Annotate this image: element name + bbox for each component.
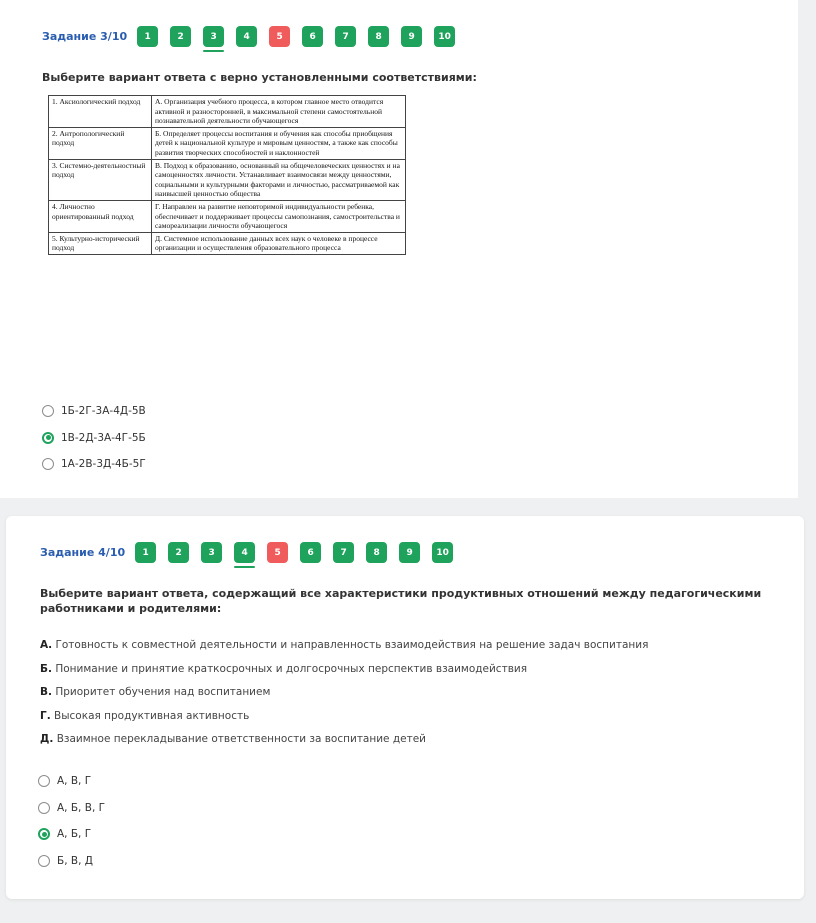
question-number-button-5[interactable]: 5 — [267, 542, 288, 563]
statement-letter: В. — [40, 686, 52, 698]
statement-text: Готовность к совместной деятельности и направленность взаимодействия на решение задач воспитания — [55, 639, 649, 651]
answer-option-label: А, В, Г — [57, 775, 92, 788]
answer-option-label: 1Б-2Г-3А-4Д-5В — [61, 405, 146, 418]
question-number-button-9[interactable]: 9 — [401, 26, 422, 47]
question-navigation — [40, 542, 465, 563]
statement-letter: Г. — [40, 709, 51, 722]
statement-item — [40, 709, 780, 733]
table-row — [49, 127, 406, 159]
statement-text: Понимание и принятие краткосрочных и долгосрочных перспектив взаимодействия — [55, 662, 528, 675]
table-row — [49, 232, 406, 254]
radio-unchecked-icon[interactable] — [42, 458, 54, 470]
table-row — [49, 96, 406, 128]
description-cell: Б. Определяет процессы воспитания и обучения как способы приобщения детей к национальной культуре и мировым ценностям, а также как способы развития творческих способностей и наклонностей — [152, 127, 406, 159]
question-number-button-4[interactable]: 4 — [236, 26, 257, 47]
question-number-button-1[interactable]: 1 — [135, 542, 156, 563]
approach-cell: 1. Аксиологический подход — [49, 96, 152, 128]
matching-table — [48, 95, 406, 255]
question-number-button-9[interactable]: 9 — [399, 542, 420, 563]
question-number-button-5[interactable]: 5 — [269, 26, 290, 47]
description-cell: А. Организация учебного процесса, в котором главное место отводится активной и разносторонней, в максимальной степени самостоятельной познавательной деятельности обучающегося — [152, 96, 406, 128]
answer-option-label: А, Б, Г — [57, 828, 92, 841]
statement-text: Приоритет обучения над воспитанием — [55, 686, 271, 698]
radio-unchecked-icon[interactable] — [38, 802, 50, 814]
statement-item — [40, 685, 780, 709]
question-number-button-8[interactable]: 8 — [366, 542, 387, 563]
answer-option-label: Б, В, Д — [57, 854, 93, 867]
answer-option[interactable] — [38, 768, 105, 795]
answer-option[interactable] — [38, 848, 105, 875]
question-number-button-2[interactable]: 2 — [168, 542, 189, 563]
radio-checked-icon[interactable] — [42, 432, 54, 444]
answer-option-label: А, Б, В, Г — [57, 801, 106, 814]
answer-options — [38, 768, 105, 874]
radio-checked-icon[interactable] — [38, 828, 50, 840]
question-number-button-8[interactable]: 8 — [368, 26, 389, 47]
answer-option[interactable] — [42, 398, 146, 425]
question-title: Выберите вариант ответа, содержащий все характеристики продуктивных отношений между педагогическими работниками и родителями: — [40, 587, 762, 615]
question-number-button-10[interactable]: 10 — [434, 26, 455, 47]
statement-letter: Б. — [40, 662, 52, 675]
task-counter: Задание 4/10 — [40, 546, 126, 559]
statement-item — [40, 638, 780, 662]
statement-letter: А. — [40, 639, 53, 651]
question-navigation — [42, 26, 467, 47]
radio-unchecked-icon[interactable] — [38, 775, 50, 787]
answer-option[interactable] — [42, 451, 146, 478]
table-row — [49, 200, 406, 232]
statement-text: Взаимное перекладывание ответственности за воспитание детей — [56, 733, 426, 745]
answer-option[interactable] — [38, 795, 105, 822]
description-cell: В. Подход к образованию, основанный на общечеловеческих ценностях и на самоценностях личности. Устанавливает взаимосвязи между ценностями, социальными и культурными факторами и личностью, рассматриваемой как наивысшей ценностью общества — [152, 159, 406, 200]
statement-item — [40, 662, 780, 686]
statement-list — [40, 638, 780, 756]
radio-unchecked-icon[interactable] — [42, 405, 54, 417]
approach-cell: 5. Культурно-исторический подход — [49, 232, 152, 254]
description-cell: Д. Системное использование данных всех наук о человеке в процессе организации и осуществления образовательного процесса — [152, 232, 406, 254]
answer-option-label: 1А-2В-3Д-4Б-5Г — [61, 458, 146, 471]
radio-unchecked-icon[interactable] — [38, 855, 50, 867]
question-number-button-3[interactable]: 3 — [201, 542, 222, 563]
statement-letter: Д. — [40, 733, 54, 745]
question-number-button-6[interactable]: 6 — [302, 26, 323, 47]
answer-options — [42, 398, 146, 478]
question-number-button-4[interactable]: 4 — [234, 542, 255, 563]
description-cell: Г. Направлен на развитие неповторимой индивидуальности ребенка, обеспечивает и поддерживает процессы самопознания, самостроительства и самореализации личности обучающегося — [152, 200, 406, 232]
question-number-button-6[interactable]: 6 — [300, 542, 321, 563]
task-counter: Задание 3/10 — [42, 30, 128, 43]
approach-cell: 3. Системно-деятельностный подход — [49, 159, 152, 200]
question-number-button-7[interactable]: 7 — [333, 542, 354, 563]
question-number-button-3[interactable]: 3 — [203, 26, 224, 47]
question-number-button-7[interactable]: 7 — [335, 26, 356, 47]
question-number-button-1[interactable]: 1 — [137, 26, 158, 47]
answer-option-label: 1В-2Д-3А-4Г-5Б — [61, 431, 146, 444]
question-title: Выберите вариант ответа с верно установленными соответствиями: — [42, 71, 477, 84]
statement-text: Высокая продуктивная активность — [54, 709, 250, 722]
approach-cell: 2. Антропологический подход — [49, 127, 152, 159]
approach-cell: 4. Личностно ориентированный подход — [49, 200, 152, 232]
answer-option[interactable] — [38, 821, 105, 848]
statement-item — [40, 732, 780, 756]
question-number-button-10[interactable]: 10 — [432, 542, 453, 563]
answer-option[interactable] — [42, 425, 146, 452]
table-row — [49, 159, 406, 200]
question-number-button-2[interactable]: 2 — [170, 26, 191, 47]
